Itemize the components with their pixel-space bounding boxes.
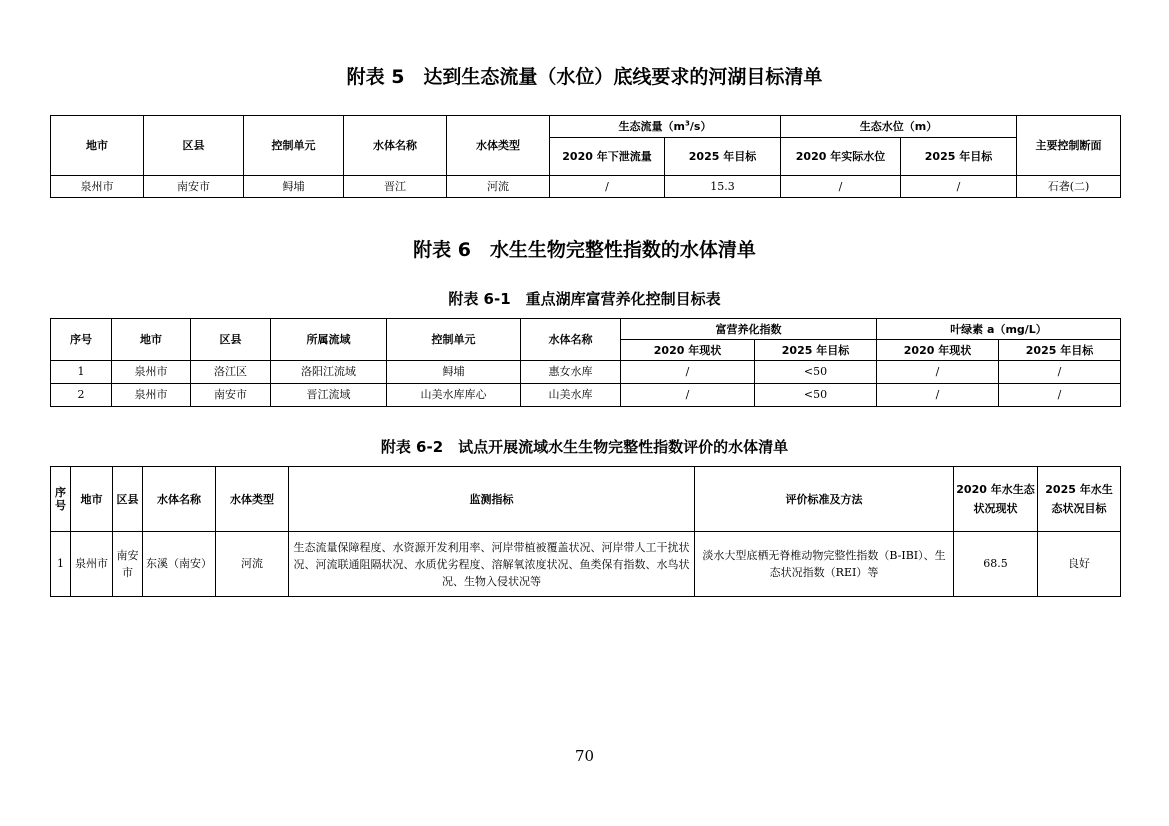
header-city: 地市 xyxy=(71,467,113,532)
cell-no: 2 xyxy=(51,384,112,407)
cell-eutro-2025: <50 xyxy=(755,361,877,384)
cell-county: 南安市 xyxy=(191,384,271,407)
cell-eutro-2020: / xyxy=(621,361,755,384)
table5 xyxy=(50,115,1121,198)
header-evaluation-method: 评价标准及方法 xyxy=(695,467,954,532)
header-no: 序号 xyxy=(51,467,71,532)
header-eutrophication-group: 富营养化指数 xyxy=(621,319,877,340)
cell-control-unit: 山美水库库心 xyxy=(387,384,521,407)
header-flow-2025: 2025 年目标 xyxy=(665,138,781,176)
cell-level-2025: / xyxy=(901,176,1017,198)
cell-water-name: 山美水库 xyxy=(521,384,621,407)
cell-city: 泉州市 xyxy=(112,384,191,407)
table6-2 xyxy=(50,466,1121,597)
table-row xyxy=(51,176,1121,198)
header-county: 区县 xyxy=(113,467,143,532)
cell-no: 1 xyxy=(51,361,112,384)
cell-status-2020: 68.5 xyxy=(954,532,1038,597)
cell-county: 洛江区 xyxy=(191,361,271,384)
cell-main-section: 石砻(二) xyxy=(1017,176,1121,198)
header-water-name: 水体名称 xyxy=(344,116,447,176)
table6-title: 附表 6 水生生物完整性指数的水体清单 xyxy=(413,239,756,261)
table5-title: 附表 5 达到生态流量（水位）底线要求的河湖目标清单 xyxy=(346,66,823,88)
table6-1 xyxy=(50,318,1121,407)
cell-city: 泉州市 xyxy=(112,361,191,384)
header-county: 区县 xyxy=(191,319,271,361)
header-control-unit: 控制单元 xyxy=(244,116,344,176)
cell-flow-2025: 15.3 xyxy=(665,176,781,198)
header-city: 地市 xyxy=(51,116,144,176)
cell-basin: 洛阳江流域 xyxy=(271,361,387,384)
cell-monitoring-indicators: 生态流量保障程度、水资源开发利用率、河岸带植被覆盖状况、河岸带人工干扰状况、河流联通阻隔状况、水质优劣程度、溶解氧浓度状况、鱼类保有指数、水鸟状况、生物入侵状况等 xyxy=(289,532,695,597)
header-eutro-2020: 2020 年现状 xyxy=(621,340,755,361)
header-water-name: 水体名称 xyxy=(143,467,216,532)
header-level-2020: 2020 年实际水位 xyxy=(781,138,901,176)
cell-water-name: 东溪（南安） xyxy=(143,532,216,597)
cell-county: 南安市 xyxy=(144,176,244,198)
header-basin: 所属流域 xyxy=(271,319,387,361)
header-target-2025: 2025 年水生态状况目标 xyxy=(1038,467,1121,532)
header-chl-2020: 2020 年现状 xyxy=(877,340,999,361)
cell-control-unit: 鲟埔 xyxy=(244,176,344,198)
cell-evaluation-method: 淡水大型底栖无脊椎动物完整性指数（B-IBI）、生态状况指数（REI）等 xyxy=(695,532,954,597)
cell-level-2020: / xyxy=(781,176,901,198)
cell-chl-2025: / xyxy=(999,361,1121,384)
cell-water-name: 晋江 xyxy=(344,176,447,198)
table-row xyxy=(51,361,1121,384)
cell-eutro-2025: <50 xyxy=(755,384,877,407)
cell-water-type: 河流 xyxy=(447,176,550,198)
header-water-name: 水体名称 xyxy=(521,319,621,361)
cell-flow-2020: / xyxy=(550,176,665,198)
cell-eutro-2020: / xyxy=(621,384,755,407)
header-chl-2025: 2025 年目标 xyxy=(999,340,1121,361)
header-no: 序号 xyxy=(51,319,112,361)
header-eco-flow-group: 生态流量$(m^3/s)$ xyxy=(550,116,781,138)
header-monitoring-indicators: 监测指标 xyxy=(289,467,695,532)
cell-chl-2020: / xyxy=(877,384,999,407)
cell-no: 1 xyxy=(51,532,71,597)
page-number: 70 xyxy=(574,747,595,765)
header-status-2020: 2020 年水生态状况现状 xyxy=(954,467,1038,532)
cell-county: 南安市 xyxy=(113,532,143,597)
table6-1-title: 附表 6-1 重点湖库富营养化控制目标表 xyxy=(448,290,721,308)
header-eco-level-group: 生态水位（m） xyxy=(781,116,1017,138)
table-row xyxy=(51,384,1121,407)
header-level-2025: 2025 年目标 xyxy=(901,138,1017,176)
header-main-section: 主要控制断面 xyxy=(1017,116,1121,176)
cell-basin: 晋江流域 xyxy=(271,384,387,407)
header-city: 地市 xyxy=(112,319,191,361)
header-flow-2020: 2020 年下泄流量 xyxy=(550,138,665,176)
table6-2-title: 附表 6-2 试点开展流域水生生物完整性指数评价的水体清单 xyxy=(380,438,789,456)
header-control-unit: 控制单元 xyxy=(387,319,521,361)
cell-chl-2025: / xyxy=(999,384,1121,407)
cell-water-name: 惠女水库 xyxy=(521,361,621,384)
header-eutro-2025: 2025 年目标 xyxy=(755,340,877,361)
header-water-type: 水体类型 xyxy=(216,467,289,532)
cell-city: 泉州市 xyxy=(51,176,144,198)
cell-target-2025: 良好 xyxy=(1038,532,1121,597)
header-county: 区县 xyxy=(144,116,244,176)
cell-control-unit: 鲟埔 xyxy=(387,361,521,384)
cell-city: 泉州市 xyxy=(71,532,113,597)
header-chlorophyll-group: 叶绿素 a（mg/L） xyxy=(877,319,1121,340)
table-row xyxy=(51,532,1121,597)
header-water-type: 水体类型 xyxy=(447,116,550,176)
cell-chl-2020: / xyxy=(877,361,999,384)
cell-water-type: 河流 xyxy=(216,532,289,597)
